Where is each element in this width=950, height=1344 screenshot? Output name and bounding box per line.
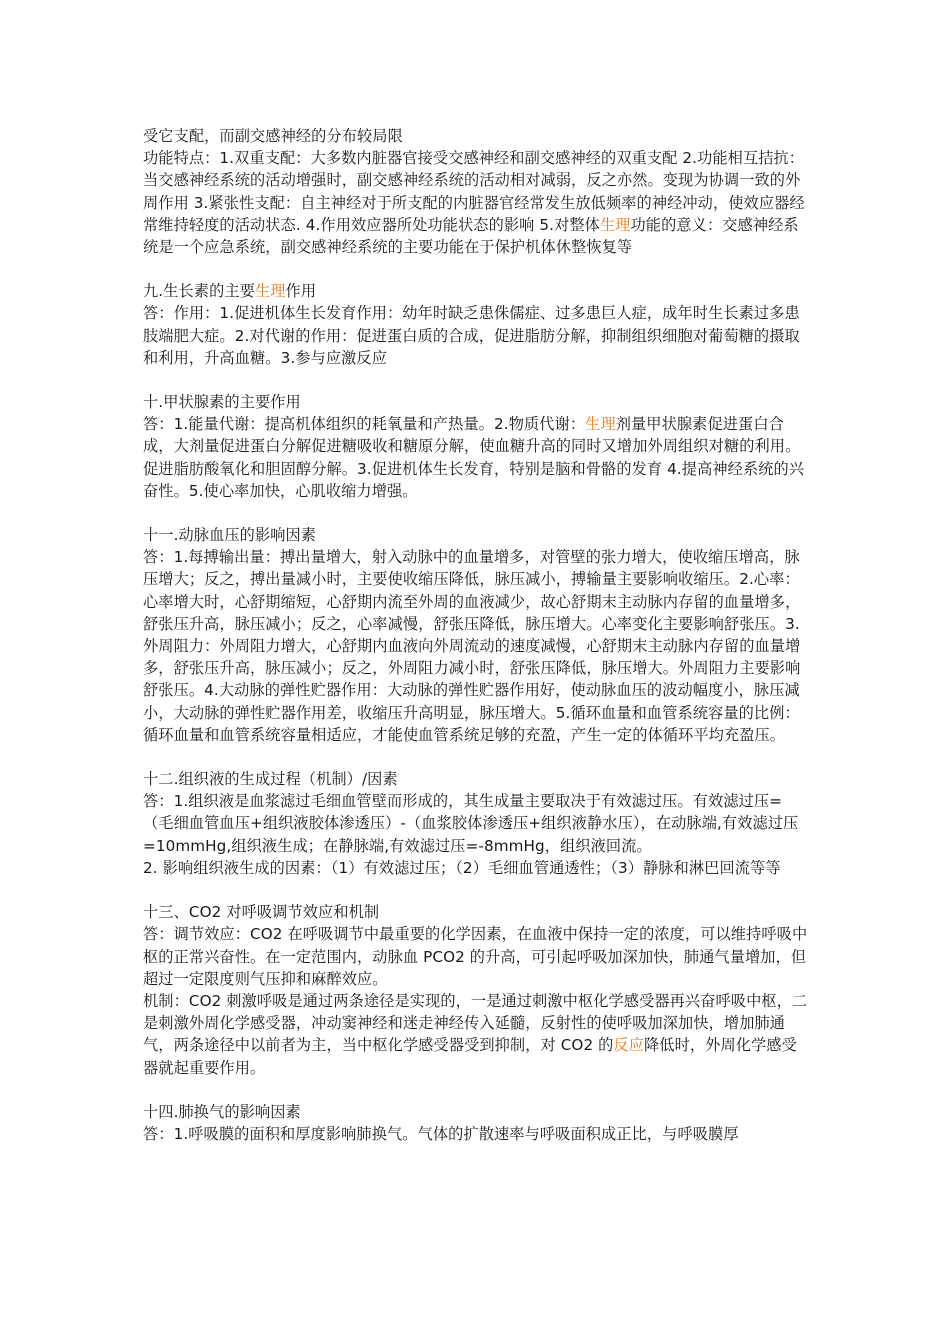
text-run: 作用: [285, 282, 317, 301]
text-run: 答：1.呼吸膜的面积和厚度影响肺换气。气体的扩散速率与呼吸面积成正比，与呼吸膜厚: [143, 1124, 739, 1143]
section-heading: [143, 280, 810, 302]
text-run: 功能的意义：交感神经系统是一个应急系统，副交感神经系统的主要功能在于保护机体休整恢复等: [143, 215, 799, 257]
paragraph: [143, 125, 810, 147]
highlighted-term: 生理: [254, 282, 286, 301]
section-gap: [143, 879, 810, 901]
text-run: 机制：CO2 刺激呼吸是通过两条途径是实现的，一是通过刺激中枢化学感受器再兴奋呼吸中枢，二是刺激外周化学感受器，冲动窦神经和迷走神经传入延髓，反射性的使呼吸加深加快，增加肺通气，两条途径中以前者为主，当中枢化学感受器受到抑制，对 CO2 的: [143, 991, 808, 1055]
text-run: 十四.肺换气的影响因素: [143, 1102, 301, 1121]
section-heading: [143, 1101, 810, 1123]
paragraph: [143, 413, 810, 502]
text-run: 十三、CO2 对呼吸调节效应和机制: [143, 903, 380, 922]
section-heading: [143, 524, 810, 546]
text-run: 答：1.组织液是血浆滤过毛细血管壁而形成的，其生成量主要取决于有效滤过压。有效滤过压=（毛细血管血压+组织液胶体渗透压）-（血浆胶体渗透压+组织液静水压），在动脉端,有效滤过压=10mmHg,组织液生成；在静脉端,有效滤过压=-8mmHg，组织液回流。: [143, 792, 799, 855]
section-heading: [143, 768, 810, 790]
text-run: 2. 影响组织液生成的因素：（1）有效滤过压；（2）毛细血管通透性；（3）静脉和淋巴回流等等: [143, 858, 781, 877]
highlighted-term: 反应: [613, 1036, 645, 1055]
paragraph: [143, 546, 810, 746]
section-gap: [143, 1079, 810, 1101]
text-run: 答：1.能量代谢：提高机体组织的耗氧量和产热量。2.物质代谢：: [143, 415, 586, 434]
document-section: [143, 768, 810, 879]
document-section: [143, 125, 810, 258]
section-heading: [143, 391, 810, 413]
text-run: 功能特点：1.双重支配：大多数内脏器官接受交感神经和副交感神经的双重支配 2.功能相互拮抗：当交感神经系统的活动增强时，副交感神经系统的活动相对减弱，反之亦然。变现为协调一致的外周作用 3.紧张性支配：自主神经对于所支配的内脏器官经常发生放低频率的神经冲动，使效应器经常维持轻度的活动状态. 4.作用效应器所处功能状态的影响 5.对整体: [143, 149, 805, 234]
paragraph: [143, 923, 810, 990]
paragraph: [143, 990, 810, 1079]
text-run: 答：调节效应：CO2 在呼吸调节中最重要的化学因素，在血液中保持一定的浓度，可以维持呼吸中枢的正常兴奋性。在一定范围内，动脉血 PCO2 的升高，可引起呼吸加深加快，肺通气量增加，但超过一定限度则气压抑和麻醉效应。: [143, 925, 808, 988]
paragraph: [143, 857, 810, 879]
text-run: 九.生长素的主要: [143, 282, 255, 301]
highlighted-term: 生理: [599, 215, 631, 234]
text-run: 剂量甲状腺素促进蛋白合成，大剂量促进蛋白分解促进糖吸收和糖原分解，使血糖升高的同时又增加外周组织对糖的利用。促进脂肪酸氧化和胆固醇分解。3.促进机体生长发育，特别是脑和骨骼的发育 4.提高神经系统的兴奋性。5.使心率加快，心肌收缩力增强。: [143, 415, 805, 500]
paragraph: [143, 302, 810, 369]
paragraph: [143, 790, 810, 857]
document-section: [143, 901, 810, 1079]
section-gap: [143, 369, 810, 391]
text-run: 答：作用：1.促进机体生长发育作用：幼年时缺乏患侏儒症、过多患巨人症，成年时生长素过多患肢端肥大症。2.对代谢的作用：促进蛋白质的合成，促进脂肪分解，抑制组织细胞对葡萄糖的摄取和利用，升高血糖。3.参与应激反应: [143, 304, 800, 367]
document-body: [143, 125, 810, 1145]
section-heading: [143, 901, 810, 923]
section-gap: [143, 502, 810, 524]
document-section: [143, 391, 810, 502]
paragraph: [143, 147, 810, 258]
document-section: [143, 1101, 810, 1145]
document-section: [143, 280, 810, 369]
text-run: 十一.动脉血压的影响因素: [143, 526, 317, 545]
highlighted-term: 生理: [585, 415, 616, 434]
section-gap: [143, 258, 810, 280]
section-gap: [143, 746, 810, 768]
paragraph: [143, 1123, 810, 1145]
text-run: 降低时，外周化学感受器就起重要作用。: [143, 1036, 797, 1077]
text-run: 答：1.每搏输出量：搏出量增大，射入动脉中的血量增多，对管壁的张力增大，使收缩压增高，脉压增大；反之，搏出量减小时，主要使收缩压降低，脉压减小，搏输量主要影响收缩压。2.心率：心率增大时，心舒期缩短，心舒期内流至外周的血液减少，故心舒期末主动脉内存留的血量增多，舒张压升高，脉压减小；反之，心率减慢，舒张压降低，脉压增大。心率变化主要影响舒张压。3.外周阻力：外周阻力增大，心舒期内血液向外周流动的速度减慢，心舒期末主动脉内存留的血量增多，舒张压升高，脉压减小；反之，外周阻力减小时，舒张压降低，脉压增大。外周阻力主要影响舒张压。4.大动脉的弹性贮器作用：大动脉的弹性贮器作用好，使动脉血压的波动幅度小，脉压减小，大动脉的弹性贮器作用差，收缩压升高明显，脉压增大。5.循环血量和血管系统容量的比例：循环血量和血管系统容量相适应，才能使血管系统足够的充盈，产生一定的体循环平均充盈压。: [143, 548, 801, 744]
document-section: [143, 524, 810, 746]
text-run: 受它支配，而副交感神经的分布较局限: [143, 127, 403, 145]
text-run: 十.甲状腺素的主要作用: [143, 393, 301, 412]
text-run: 十二.组织液的生成过程（机制）/因素: [143, 770, 398, 789]
